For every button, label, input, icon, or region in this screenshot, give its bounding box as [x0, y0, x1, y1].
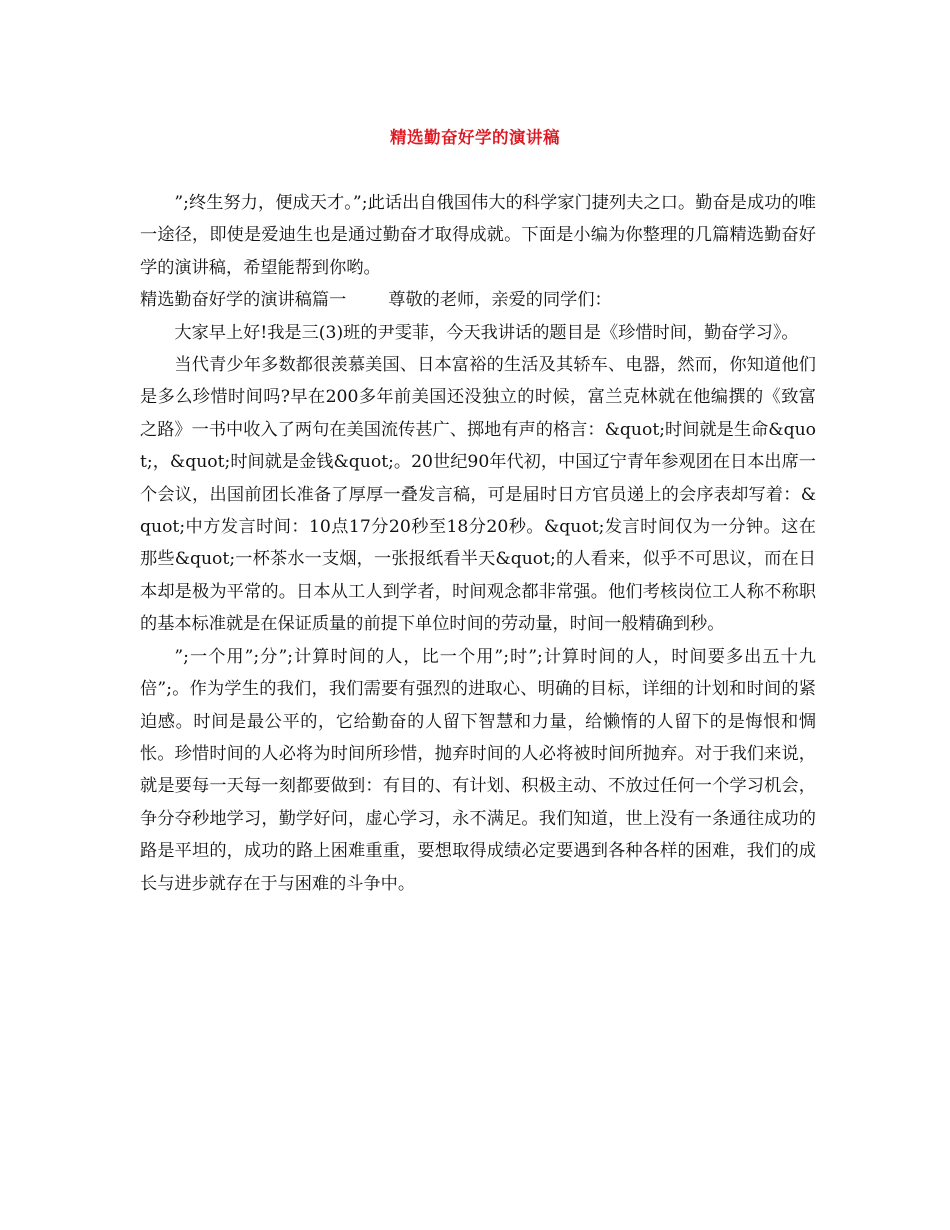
intro-paragraph: ”;终生努力，便成天才。”;此话出自俄国伟大的科学家门捷列夫之口。勤奋是成功的唯一途径，即使是爱迪生也是通过勤奋才取得成就。下面是小编为你整理的几篇精选勤奋好学的演讲稿，希望能帮到你哟。	[140, 193, 816, 278]
salutation: 尊敬的老师，亲爱的同学们：	[388, 290, 612, 311]
section-heading-line	[140, 284, 816, 316]
document-body	[140, 187, 816, 900]
body-paragraph: ”;一个用”;分”;计算时间的人，比一个用”;时”;计算时间的人，时间要多出五十九倍”;。作为学生的我们，我们需要有强烈的进取心、明确的目标，详细的计划和时间的紧迫感。时间是最公平的，它给勤奋的人留下智慧和力量，给懒惰的人留下的是悔恨和惆怅。珍惜时间的人必将为时间所珍惜，抛弃时间的人必将被时间所抛弃。对于我们来说，就是要每一天每一刻都要做到：有目的、有计划、积极主动、不放过任何一个学习机会，争分夺秒地学习，勤学好问，虚心学习，永不满足。我们知道，世上没有一条通往成功的路是平坦的，成功的路上困难重重，要想取得成绩必定要遇到各种各样的困难，我们的成长与进步就存在于与困难的斗争中。	[140, 646, 816, 894]
section-heading: 精选勤奋好学的演讲稿篇一	[140, 290, 347, 311]
document-title: 精选勤奋好学的演讲稿	[390, 128, 560, 147]
body-paragraph: 当代青少年多数都很羡慕美国、日本富裕的生活及其轿车、电器，然而，你知道他们是多么珍惜时间吗?早在200多年前美国还没独立的时候，富兰克林就在他编撰的《致富之路》一书中收入了两句在美国流传甚广、掷地有声的格言：&quot;时间就是生命&quot;，&quot;时间就是金钱&quot;。20世纪90年代初，中国辽宁青年参观团在日本出席一个会议，出国前团长准备了厚厚一叠发言稿，可是届时日方官员递上的会序表却写着：&quot;中方发言时间：10点17分20秒至18分20秒。&quot;发言时间仅为一分钟。这在那些&quot;一杯茶水一支烟，一张报纸看半天&quot;的人看来，似乎不可思议，而在日本却是极为平常的。日本从工人到学者，时间观念都非常强。他们考核岗位工人称不称职的基本标准就是在保证质量的前提下单位时间的劳动量，时间一般精确到秒。	[140, 355, 816, 635]
body-paragraph: 大家早上好!我是三(3)班的尹雯菲，今天我讲话的题目是《珍惜时间，勤奋学习》。	[174, 322, 799, 343]
